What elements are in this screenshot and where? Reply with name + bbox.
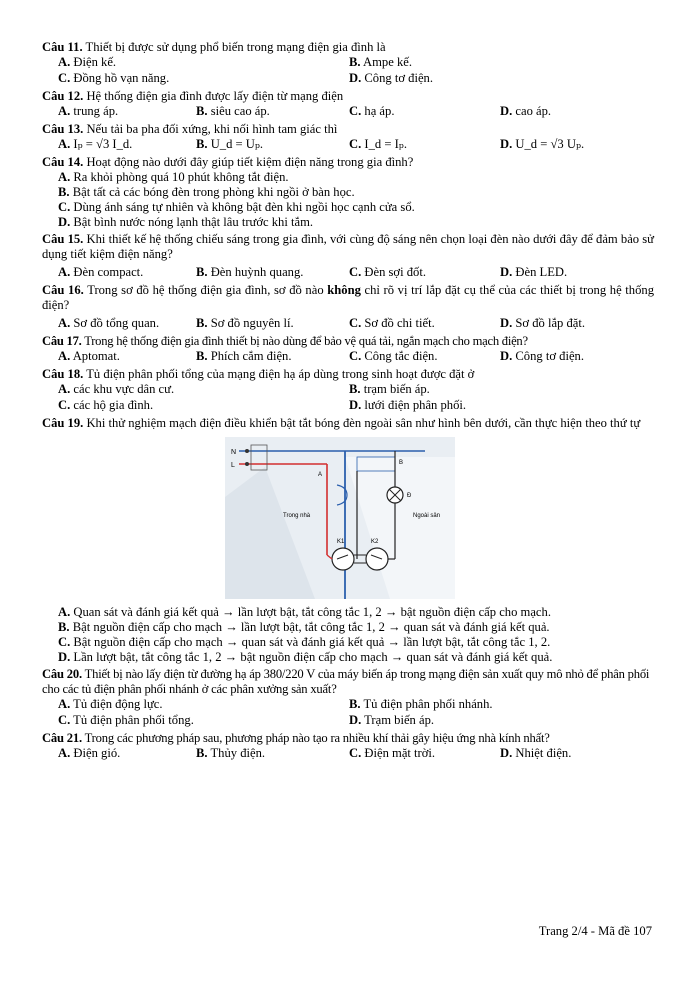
question-label: Câu 18. bbox=[42, 367, 84, 381]
label-k1: K1 bbox=[337, 539, 345, 545]
option-a: A. Iₚ = √3 I_d. bbox=[58, 137, 133, 151]
option-b: B. Bật nguồn điện cấp cho mạch → lần lượt bật, tắt công tắc 1, 2 → quan sát và đánh giá kết quả. bbox=[58, 620, 550, 634]
options-row bbox=[58, 713, 654, 729]
question-11 bbox=[42, 40, 654, 87]
option-a: A. Ra khỏi phòng quá 10 phút không tắt điện. bbox=[58, 170, 289, 184]
question-19 bbox=[42, 416, 654, 665]
question-label: Câu 19. bbox=[42, 416, 84, 430]
question-label: Câu 15. bbox=[42, 232, 84, 246]
question-label: Câu 14. bbox=[42, 155, 84, 169]
question-16 bbox=[42, 283, 654, 332]
question-label: Câu 20. bbox=[42, 667, 82, 681]
option-c: C. Tủ điện phân phối tổng. bbox=[58, 713, 194, 727]
question-text: Trong các phương pháp sau, phương pháp nào tạo ra nhiều khí thải gây hiệu ứng nhà kính nhất? bbox=[81, 731, 550, 745]
question-label: Câu 17. bbox=[42, 334, 82, 348]
question-12 bbox=[42, 89, 654, 120]
question-label: Câu 12. bbox=[42, 89, 84, 103]
option-d: D. Sơ đồ lắp đặt. bbox=[500, 316, 586, 330]
options-row bbox=[58, 349, 654, 365]
option-a: A. các khu vực dân cư. bbox=[58, 382, 175, 396]
question-label: Câu 16. bbox=[42, 283, 84, 297]
label-lamp: Đ bbox=[407, 493, 412, 499]
page-footer: Trang 2/4 - Mã đề 107 bbox=[538, 924, 652, 938]
options-row bbox=[58, 697, 654, 713]
question-text: Thiết bị được sử dụng phổ biến trong mạng điện gia đình là bbox=[82, 40, 386, 54]
option-c: C. Sơ đồ chi tiết. bbox=[349, 316, 435, 330]
option-b: B. Phích cắm điện. bbox=[196, 349, 292, 363]
question-label: Câu 13. bbox=[42, 122, 84, 136]
label-inside: Trong nhà bbox=[283, 513, 311, 519]
label-a: A bbox=[318, 472, 323, 478]
option-a: A. Quan sát và đánh giá kết quả → lần lượt bật, tắt công tắc 1, 2 → bật nguồn điện cấp cho mạch. bbox=[58, 605, 551, 619]
question-13 bbox=[42, 122, 654, 153]
option-a: A. Tủ điện động lực. bbox=[58, 697, 163, 711]
option-b: B. siêu cao áp. bbox=[196, 104, 270, 118]
question-text: Khi thiết kế hệ thống chiếu sáng trong gia đình, với cùng độ sáng nên chọn loại đèn nào dưới đây để đảm bảo sử dụng tiết kiệm điện năng? bbox=[42, 232, 654, 261]
option-b: B. trạm biến áp. bbox=[349, 382, 430, 396]
option-b: B. Sơ đồ nguyên lí. bbox=[196, 316, 294, 330]
question-text: Trong hệ thống điện gia đình thiết bị nào dùng để bảo vệ quá tải, ngắn mạch cho mạch điện? bbox=[81, 334, 528, 348]
option-d: D. Công tơ điện. bbox=[500, 349, 584, 363]
option-d: D. lưới điện phân phối. bbox=[349, 398, 467, 412]
option-d: D. U_d = √3 Uₚ. bbox=[500, 137, 585, 151]
question-text: Tủ điện phân phối tổng của mạng điện hạ áp dùng trong sinh hoạt được đặt ở bbox=[83, 367, 475, 381]
label-outside: Ngoài sân bbox=[413, 513, 441, 519]
circuit-diagram-svg bbox=[225, 437, 455, 599]
options-row bbox=[58, 398, 654, 414]
option-d: D. Trạm biến áp. bbox=[349, 713, 435, 727]
options-row bbox=[58, 137, 654, 153]
options-row bbox=[58, 316, 654, 332]
option-a: A. Đèn compact. bbox=[58, 265, 144, 279]
question-17 bbox=[42, 334, 654, 365]
option-b: B. Tủ điện phân phối nhánh. bbox=[349, 697, 493, 711]
option-b: B. U_d = Uₚ. bbox=[196, 137, 264, 151]
option-d: D. Bật bình nước nóng lạnh thật lâu trước khi tắm. bbox=[58, 215, 314, 229]
question-21 bbox=[42, 731, 654, 762]
label-k2: K2 bbox=[371, 539, 379, 545]
question-label: Câu 21. bbox=[42, 731, 82, 745]
question-text: Nếu tải ba pha đối xứng, khi nối hình tam giác thì bbox=[83, 122, 338, 136]
options-row bbox=[58, 265, 654, 281]
option-d: D. Công tơ điện. bbox=[349, 71, 433, 85]
question-18 bbox=[42, 367, 654, 414]
option-c: C. Điện mặt trời. bbox=[349, 746, 436, 760]
question-text: Hệ thống điện gia đình được lấy điện từ mạng điện bbox=[83, 89, 344, 103]
options-row bbox=[58, 55, 654, 71]
option-a: A. Sơ đồ tổng quan. bbox=[58, 316, 160, 330]
question-text: Hoạt động nào dưới đây giúp tiết kiệm điện năng trong gia đình? bbox=[83, 155, 414, 169]
label-n: N bbox=[231, 449, 237, 456]
question-14 bbox=[42, 155, 654, 230]
question-label: Câu 11. bbox=[42, 40, 83, 54]
option-b: B. Bật tất cả các bóng đèn trong phòng khi ngồi ở bàn học. bbox=[58, 185, 355, 199]
option-a: A. Điện gió. bbox=[58, 746, 121, 760]
label-l: L bbox=[231, 462, 235, 469]
question-text: Thiết bị nào lấy điện từ đường hạ áp 380/220 V của máy biến áp trong mạng điện sản xuất quy mô nhỏ để phân phối cho các tủ điện phân phối nhánh ở các phân xưởng sản xuất? bbox=[42, 667, 650, 696]
option-d: D. Đèn LED. bbox=[500, 265, 568, 279]
question-text: Khi thử nghiệm mạch điện điều khiển bật tắt bóng đèn ngoài sân như hình bên dưới, cần thực hiện theo thứ tự bbox=[83, 416, 641, 430]
options-row bbox=[58, 382, 654, 398]
option-b: B. Ampe kế. bbox=[349, 55, 412, 69]
option-c: C. hạ áp. bbox=[349, 104, 395, 118]
emphasis-word: không bbox=[327, 283, 361, 297]
question-text: Trong sơ đồ hệ thống điện gia đình, sơ đồ nào bbox=[83, 283, 328, 297]
circuit-diagram bbox=[225, 437, 455, 599]
option-a: A. Aptomat. bbox=[58, 349, 120, 363]
options-row bbox=[58, 746, 654, 762]
option-c: C. các hộ gia đình. bbox=[58, 398, 154, 412]
option-c: C. Dùng ánh sáng tự nhiên và không bật đèn khi ngồi học cạnh cửa sổ. bbox=[58, 200, 415, 214]
option-b: B. Thủy điện. bbox=[196, 746, 266, 760]
option-b: B. Đèn huỳnh quang. bbox=[196, 265, 304, 279]
question-text: chỉ rõ vị trí lắp đặt cụ thể của các thiết bị trong hệ thống điện? bbox=[42, 283, 654, 312]
option-c: C. Bật nguồn điện cấp cho mạch → quan sát và đánh giá kết quả → lần lượt bật, tắt công tắc 1, 2. bbox=[58, 635, 551, 649]
question-20 bbox=[42, 667, 654, 729]
option-d: D. cao áp. bbox=[500, 104, 552, 118]
option-c: C. Công tắc điện. bbox=[349, 349, 438, 363]
option-d: D. Nhiệt điện. bbox=[500, 746, 572, 760]
label-b: B bbox=[399, 460, 404, 466]
options-row bbox=[58, 104, 654, 120]
option-c: C. Đồng hồ vạn năng. bbox=[58, 71, 170, 85]
question-15 bbox=[42, 232, 654, 281]
options-row bbox=[58, 71, 654, 87]
option-c: C. I_d = Iₚ. bbox=[349, 137, 407, 151]
option-a: A. trung áp. bbox=[58, 104, 119, 118]
exam-page bbox=[42, 40, 654, 764]
option-d: D. Lần lượt bật, tắt công tắc 1, 2 → bật nguồn điện cấp cho mạch → quan sát và đánh giá kết quả. bbox=[58, 650, 553, 664]
option-a: A. Điện kế. bbox=[58, 55, 117, 69]
option-c: C. Đèn sợi đốt. bbox=[349, 265, 426, 279]
